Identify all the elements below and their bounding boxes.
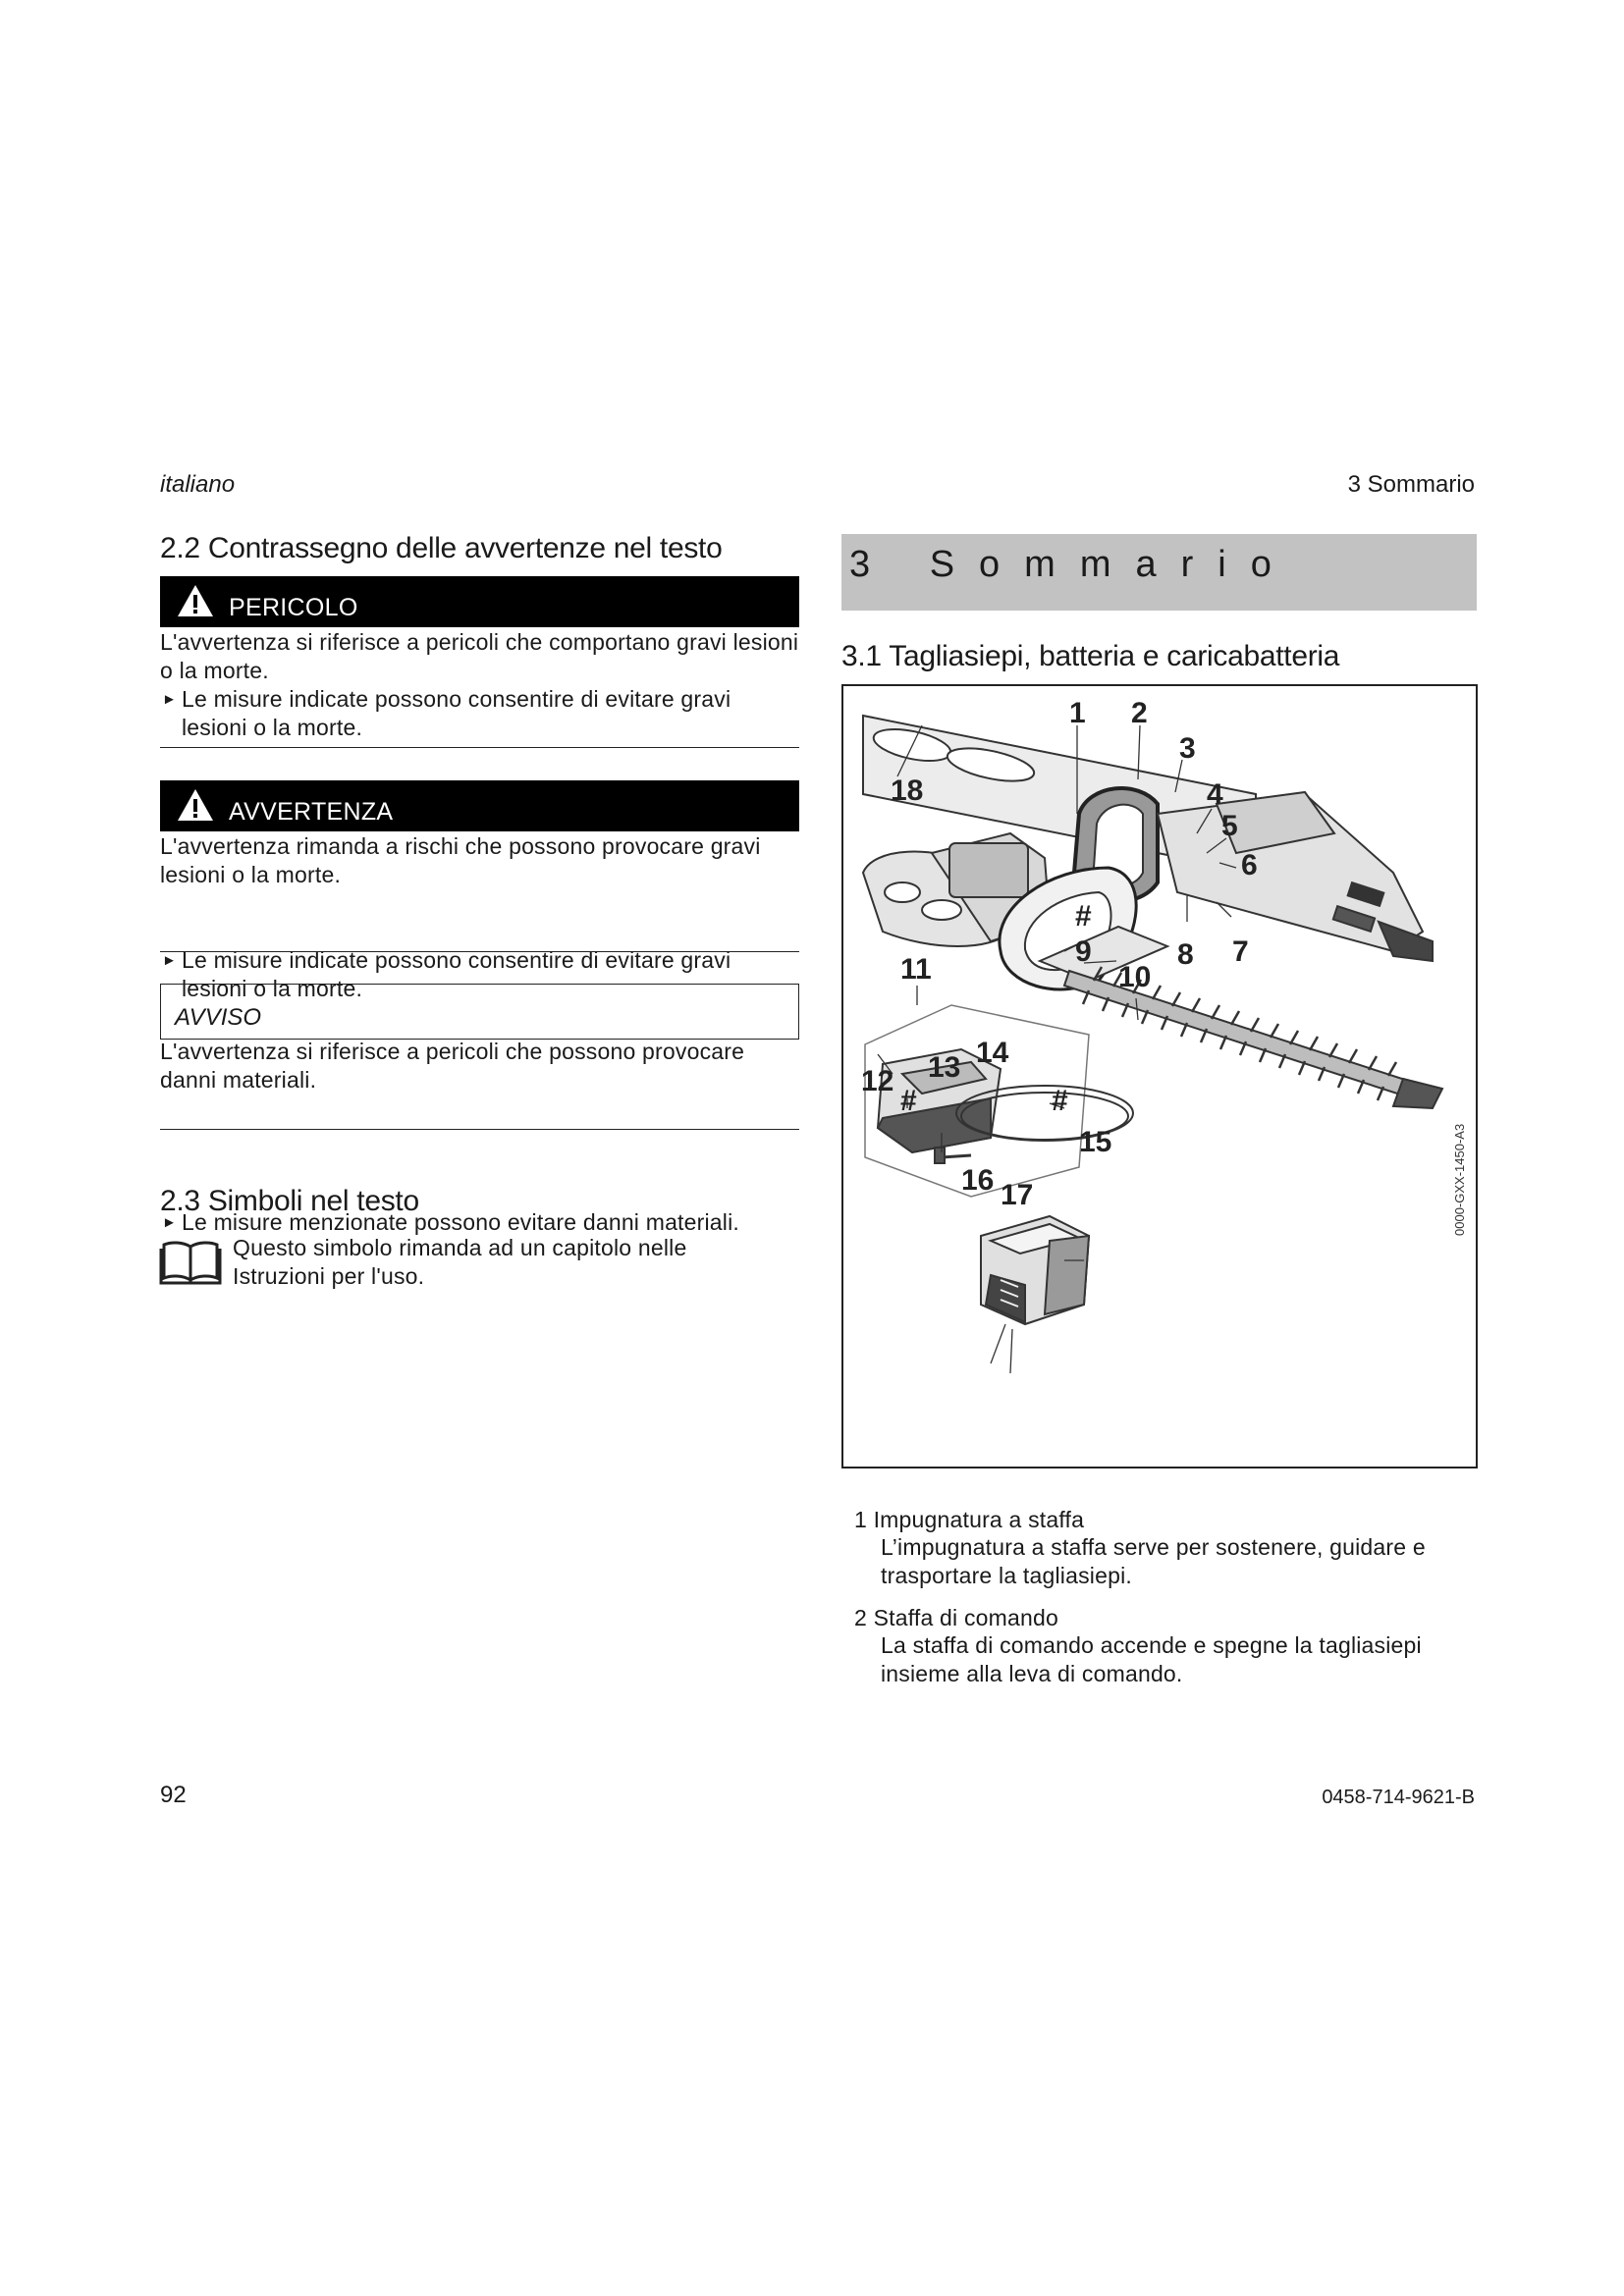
notice-label: AVVISO [175, 1004, 262, 1031]
callout-1: 1 [1069, 697, 1086, 729]
divider [160, 1129, 799, 1130]
section-2-3-text: Questo simbolo rimanda ad un capitolo nelle Istruzioni per l'uso. [233, 1235, 687, 1289]
section-2-2-title: 2.2 Contrassegno delle avvertenze nel testo [160, 532, 723, 564]
callout-11: 11 [900, 953, 932, 986]
section-2-3-title: 2.3 Simboli nel testo [160, 1185, 419, 1217]
callout-8: 8 [1177, 938, 1194, 971]
warning-triangle-icon [176, 787, 215, 823]
notice-box [160, 984, 799, 1040]
callout-5: 5 [1221, 810, 1238, 842]
warning-triangle-icon [176, 583, 215, 618]
callout-hash: # [1075, 900, 1092, 933]
callout-6: 6 [1241, 849, 1258, 881]
product-illustration [841, 684, 1478, 1468]
callout-13: 13 [928, 1051, 961, 1084]
warning-bar [160, 780, 799, 831]
danger-label: PERICOLO [229, 594, 358, 621]
callout-15: 15 [1079, 1126, 1112, 1158]
danger-bar [160, 576, 799, 627]
divider [160, 951, 799, 952]
callout-3: 3 [1179, 732, 1196, 765]
notice-bullet-text: Le misure menzionate possono evitare danni materiali. [182, 1209, 740, 1235]
page-number: 92 [160, 1782, 187, 1808]
callout-16: 16 [961, 1164, 995, 1197]
callout-12: 12 [861, 1065, 894, 1097]
callout-7: 7 [1232, 935, 1249, 968]
danger-bullet [160, 685, 799, 742]
warning-bullet-text: Le misure indicate possono consentire di evitare gravi lesioni o la morte. [182, 947, 731, 1001]
callout-hash: # [1052, 1085, 1068, 1117]
bullet-arrow-icon: ► [162, 952, 178, 969]
chapter-title: 3 Sommario [849, 544, 1296, 585]
legend-item-2-text: La staffa di comando accende e spegne la tagliasiepi insieme alla leva di comando. [881, 1632, 1422, 1686]
header-language: italiano [160, 471, 236, 498]
hedge-trimmer-illustration [843, 686, 1475, 1466]
callout-2: 2 [1131, 697, 1148, 729]
divider [160, 747, 799, 748]
callout-10: 10 [1118, 961, 1152, 993]
figure-code: 0000-GXX-1450-A3 [1452, 1123, 1467, 1236]
legend-item-1-text: L’impugnatura a staffa serve per sostenere, guidare e trasportare la tagliasiepi. [881, 1534, 1426, 1588]
legend-item-1-title: 1 Impugnatura a staffa [854, 1507, 1085, 1532]
callout-14: 14 [976, 1037, 1009, 1069]
section-3-1-title: 3.1 Tagliasiepi, batteria e caricabatteria [841, 640, 1340, 672]
legend-item-2-title: 2 Staffa di comando [854, 1605, 1058, 1630]
warning-text: L'avvertenza rimanda a rischi che possono provocare gravi lesioni o la morte. [160, 833, 761, 887]
danger-bullet-text: Le misure indicate possono consentire di evitare gravi lesioni o la morte. [182, 686, 731, 740]
chapter-heading-bar [841, 534, 1477, 611]
book-icon [159, 1239, 222, 1286]
warning-label: AVVERTENZA [229, 798, 394, 826]
callout-hash: # [900, 1085, 917, 1117]
bullet-arrow-icon: ► [162, 691, 178, 708]
bullet-arrow-icon: ► [162, 1214, 178, 1231]
notice-text: L'avvertenza si riferisce a pericoli che possono provocare danni materiali. [160, 1039, 745, 1093]
callout-18: 18 [891, 774, 924, 807]
callout-9: 9 [1075, 935, 1092, 968]
callout-4: 4 [1207, 778, 1223, 811]
header-section: 3 Sommario [1347, 471, 1475, 498]
doc-number: 0458-714-9621-B [1322, 1787, 1475, 1808]
danger-text: L'avvertenza si riferisce a pericoli che comportano gravi lesioni o la morte. [160, 629, 799, 683]
callout-17: 17 [1001, 1179, 1034, 1211]
